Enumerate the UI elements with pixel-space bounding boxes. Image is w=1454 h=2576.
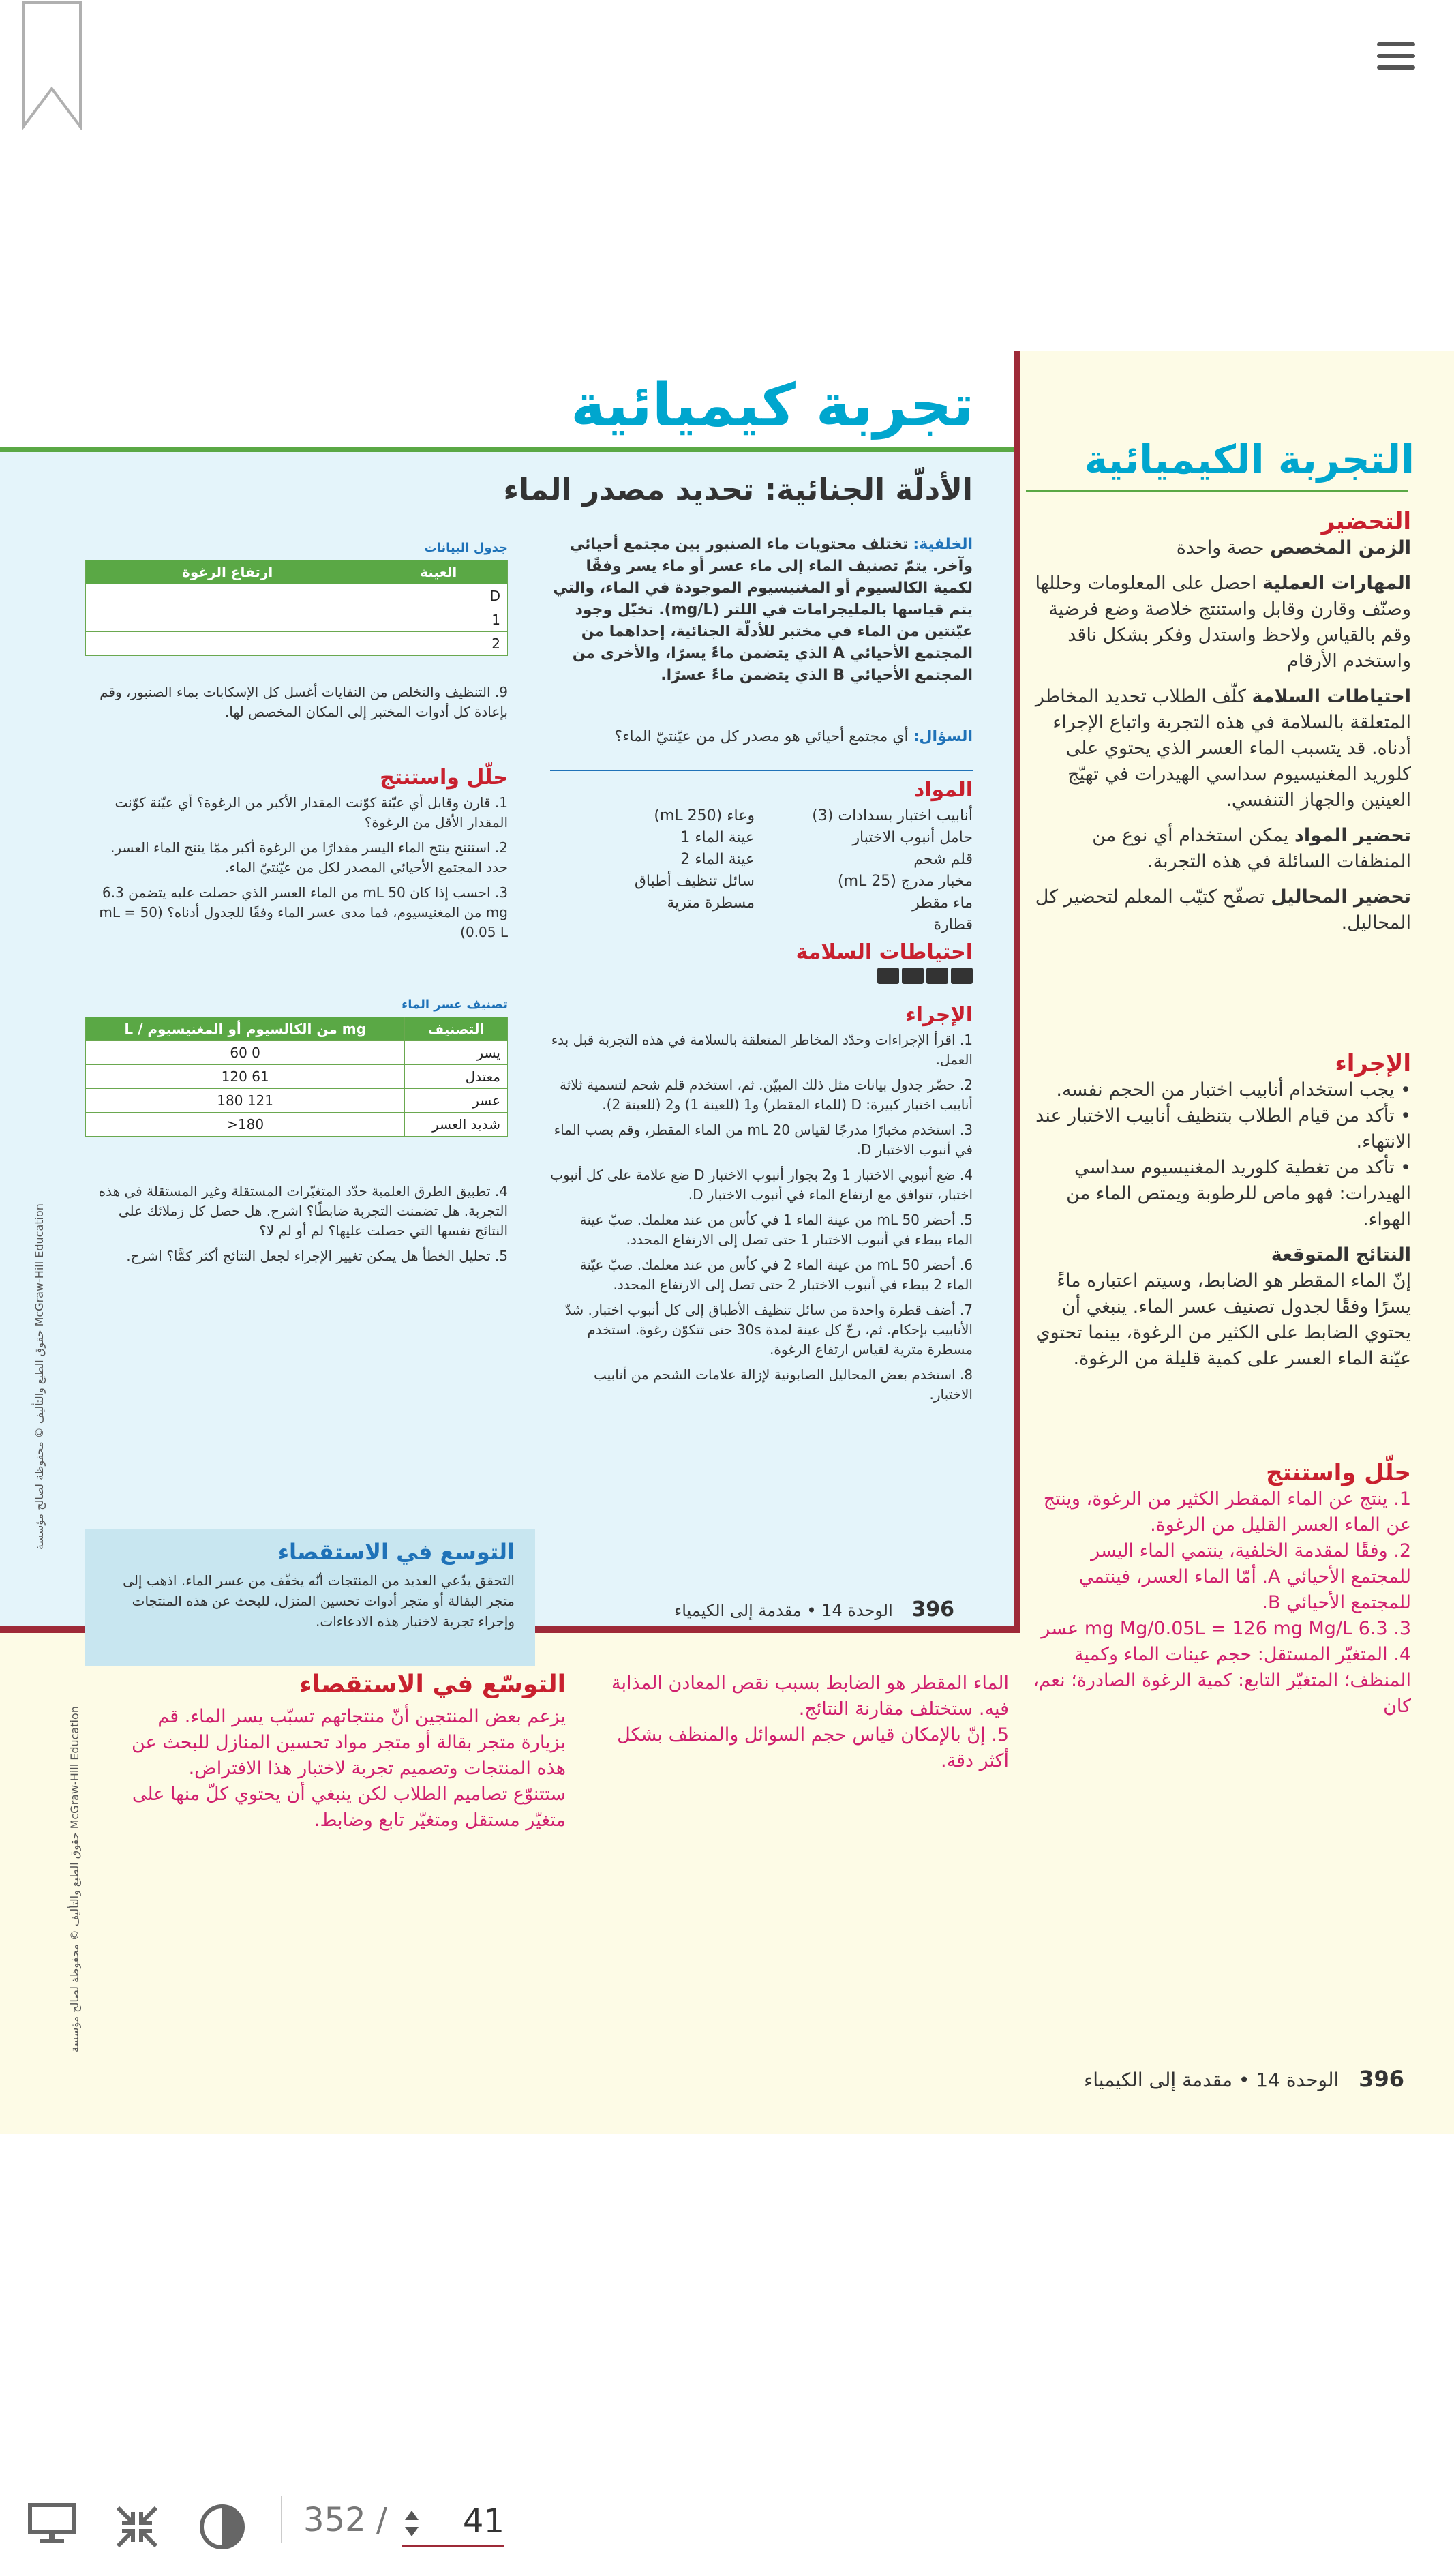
- question-section: السؤال: أي مجتمع أحيائي هو مصدر كل من عيّنتيّ الماء؟: [614, 728, 973, 745]
- extension-box: [85, 1529, 535, 1666]
- hardness-table: التصنيف mg من الكالسيوم أو المغنيسيوم / L يسر 0 60 معتدل 61 120 عسر 121 180 شديد العسر 180<: [85, 1017, 508, 1137]
- page-stepper-icon[interactable]: [402, 2506, 421, 2541]
- table-row: معتدل 61 120: [86, 1065, 508, 1089]
- lab-panel: [0, 452, 1014, 1630]
- table-row: 2: [86, 632, 508, 656]
- menu-icon[interactable]: [1377, 42, 1415, 72]
- table-row: D: [86, 584, 508, 608]
- gloves-icon: [926, 968, 948, 984]
- procedure-title: الإجراء: [905, 1003, 973, 1027]
- extension-text: التحقق يدّعي العديد من المنتجات أنّه يخفّف من عسر الماء. اذهب إلى متجر البقالة أو متجر أدوات تحسين المنزل، للبحث عن هذه المنتجات وإجراء تجربة لاختبار هذه الادعاءات.: [123, 1572, 515, 1630]
- page-number-input[interactable]: 41: [402, 2502, 504, 2547]
- procedure-list: 1. اقرأ الإجراءات وحدّد المخاطر المتعلقة بالسلامة في هذه التجربة قبل بدء العمل. 2. حضّر جدول بيانات مثل ذلك المبيّن. ثم، استخدم قلم شحم لتسمية ثلاثة أنابيب اختبار كبيرة: D (للماء المقطر) و1 (للعينة 1) و2 (للعينة 2). 3. استخدم مخبارًا مدرجًا لقياس 20 mL من الماء المقطر، وقم بصب الماء في أنبوب الاختبار D. 4. ضع أنبوبي الاختبار 1 و2 بجوار أنبوب الاختبار D ضع علامة على كل أنبوب اختبار، تتوافق مع ارتفاع الماء في أنبوب الاختبار D. 5. أحضر 50 mL من عينة الماء 1 في كأس من عند معلمك. صبّ عينة الماء ببطء في أنبوب الاختبار 1 حتى تصل إلى الارتفاع المحدد. 6. أحضر 50 mL من عينة الماء 2 في كأس من عند معلمك. صبّ عيّنة الماء 2 ببطء في أنبوب الاختبار 2 حتى تصل إلى الارتفاع المحدد. 7. أضف قطرة واحدة من سائل تنظيف الأطباق إلى كل أنبوب اختبار. شدّ الأنابيب بإحكام. ثم، رجّ كل عينة لمدة 30s حتى تتكوّن رغوة. استخدم مسطرة مترية لقياس ارتفاع الرغوة. 8. استخدم بعض المحاليل الصابونية لإزالة علامات الشحم من أنابيب الاختبار.: [550, 1032, 973, 1403]
- student-page: [0, 351, 1020, 1633]
- extension-title: التوسع في الاستقصاء: [277, 1539, 515, 1565]
- teacher-side-credit: حقوق الطبع والتأليف © محفوظة لصالح مؤسسة McGraw-Hill Education: [68, 1706, 81, 2052]
- safety-title: احتياطات السلامة: [796, 940, 973, 964]
- data-table-caption: جدول البيانات: [424, 541, 508, 555]
- safety-icons: [875, 968, 973, 987]
- chemical-icon: [951, 968, 973, 984]
- teacher-procedure: الإجراء • يجب استخدام أنابيب اختبار من الحجم نفسه. • تأكد من قيام الطلاب بتنظيف أنابيب الاختبار عند الانتهاء. • تأكد من تغطية كلوريد المغنيسيوم سداسي الهيدرات: فهو ماص للرطوبة ويمتص الماء من الهواء. النتائج المتوقعة إنّ الماء المقطر هو الضابط، وسيتم اعتباره ماءً يسرًا وفقًا لجدول تصنيف عسر الماء. ينبغي أن يحتوي الضابط على الكثير من الرغوة، بينما تحتوي عيّنة الماء العسر على كمية قليلة من الرغوة.: [1035, 1050, 1411, 1369]
- materials-title: المواد: [913, 778, 973, 802]
- teacher-footer: 396 الوحدة 14 • مقدمة إلى الكيمياء: [1084, 2066, 1404, 2092]
- background-section: الخلفية: تختلف محتويات ماء الصنبور بين مجتمع أحيائي وآخر. يتمّ تصنيف الماء إلى ماء عسر أو ماء يسر وفقًا لكمية الكالسيوم أو المغنيسيوم الموجودة في الماء، والتي يتم قياسها بالمليجرامات في اللتر (mg/L). تخيّل وجود عيّنتين من الماء في مختبر للأدلّة الجنائية، إحداهما من المجتمع الأحيائي A الذي يتضمن ماءً يسرًا، والأخرى من المجتمع الأحيائي B الذي يتضمن ماءً عسرًا.: [553, 536, 973, 684]
- teacher-extension: التوسّع في الاستقصاء يزعم بعض المنتجين أنّ منتجاتهم تسبّب يسر الماء. قم بزيارة متجر بقالة أو متجر مواد تحسين المنازل للبحث عن هذه المنتجات وتصميم تجربة لاختبار هذا الافتراض. ستتنوّع تصاميم الطلاب لكن ينبغي أن يحتوي كلّ منها على متغيّر مستقل ومتغيّر تابع وضابط.: [131, 1671, 566, 1831]
- teacher-answers-cont: الماء المقطر هو الضابط بسبب نقص المعادن المذابة فيه. ستختلف مقارنة النتائج. 5. إنّ بالإمكان قياس حجم السوائل والمنظف بشكل أكثر دقة.: [611, 1673, 1009, 1771]
- total-pages: 352 /: [303, 2501, 388, 2539]
- analyze-title: حلّل واستنتج: [380, 766, 508, 790]
- table-row: عسر 121 180: [86, 1089, 508, 1113]
- lab-subtitle: الأدلّة الجنائية: تحديد مصدر الماء: [503, 473, 973, 507]
- materials-list-left: وعاء (250 mL) عينة الماء 1 عينة الماء 2 سائل تنظيف أطباق مسطرة مترية: [634, 807, 755, 912]
- collapse-icon[interactable]: [112, 2502, 162, 2551]
- side-credit: حقوق الطبع والتأليف © محفوظة لصالح مؤسسة McGraw-Hill Education: [33, 1203, 46, 1550]
- lab-coat-icon: [902, 968, 924, 984]
- table-row: شديد العسر 180<: [86, 1113, 508, 1137]
- analyze-more-list: 4. تطبيق الطرق العلمية حدّد المتغيّرات المستقلة وغير المستقلة في هذه التجربة. هل تضمنت التجربة ضابطًا؟ اشرح. هل حصل كل زملائك على النتائج نفسها التي حصلت عليها؟ لم أو لم لا؟ 5. تحليل الخطأ هل يمكن تغيير الإجراء لجعل النتائج أكثر كمًّا؟ اشرح.: [98, 1183, 508, 1264]
- reader-toolbar: [0, 2482, 1454, 2576]
- contrast-icon[interactable]: [198, 2502, 247, 2551]
- goggles-icon: [877, 968, 899, 984]
- page-title: تجربة كيميائية: [571, 372, 974, 440]
- table-row: 1: [86, 608, 508, 632]
- teacher-title: التجربة الكيميائية: [1084, 436, 1414, 483]
- teacher-prep: التحضير الزمن المخصص حصة واحدة المهارات العملية احصل على المعلومات وحللها وصنّف وقارن وقابل واستنتج خلاصة وضع فرضية وقم بالقياس ولاحظ واستدل وفكر بشكل ناقد واستخدم الأرقام احتياطات السلامة كلّف الطلاب تحديد المخاطر المتعلقة بالسلامة في هذه التجربة واتباع الإجراء أدناه. قد يتسبب الماء العسر الذي يحتوي على كلوريد المغنيسيوم سداسي الهيدرات في تهيّج العينين والجهاز التنفسي. تحضير المواد يمكن استخدام أي نوع من المنظفات السائلة في هذه التجربة. تحضير المحاليل تصفّح كتيّب المعلم لتحضير كل المحاليل.: [1035, 508, 1411, 933]
- bookmark-icon[interactable]: [20, 0, 83, 130]
- materials-list-right: أنابيب اختبار بسدادات (3) حامل أنبوب الاختبار قلم شحم مخبار مدرج (25 mL) ماء مقطر قطارة: [812, 807, 973, 933]
- presentation-icon[interactable]: [27, 2502, 76, 2546]
- analyze-list: 1. قارن وقابل أي عيّنة كوّنت المقدار الأكبر من الرغوة؟ أي عيّنة كوّنت المقدار الأقل من الرغوة؟ 2. استنتج ينتج الماء اليسر مقدارًا من الرغوة أكبر ممّا ينتج الماء العسر. حدد المجتمع الأحيائي المصدر لكل من عيّنتيّ الماء. 3. احسب إذا كان 50 mL من الماء العسر الذي حصلت عليه يتضمن 6.3 mg من المغنيسيوم، فما مدى عسر الماء وفقًا للجدول أدناه؟ (50 mL = 0.05 L): [99, 794, 508, 940]
- student-footer: 396 الوحدة 14 • مقدمة إلى الكيمياء: [674, 1598, 954, 1621]
- data-table: العينة ارتفاع الرغوة D 1 2: [85, 560, 508, 656]
- cleanup-step: 9. التنظيف والتخلص من النفايات أغسل كل الإسكابات بماء الصنبور، وقم بإعادة كل أدوات المختبر إلى المكان المخصص لها.: [100, 684, 508, 720]
- table-row: يسر 0 60: [86, 1041, 508, 1065]
- teacher-answers: حلّل واستنتج 1. ينتج عن الماء المقطر الكثير من الرغوة، وينتج عن الماء العسر القليل من الرغوة. 2. وفقًا لمقدمة الخلفية، ينتمي الماء اليسر للمجتمع الأحيائي A. أمّا الماء العسر، فينتمي للمجتمع الأحيائي B. 3. 6.3 mg Mg/0.05L = 126 mg Mg/L عسر 4. المتغيّر المستقل: حجم عينات الماء وكمية المنظف؛ المتغيّر التابع: كمية الرغوة الصادرة؛ نعم، كان: [1033, 1459, 1411, 1717]
- hardness-table-caption: تصنيف عسر الماء: [402, 998, 508, 1012]
